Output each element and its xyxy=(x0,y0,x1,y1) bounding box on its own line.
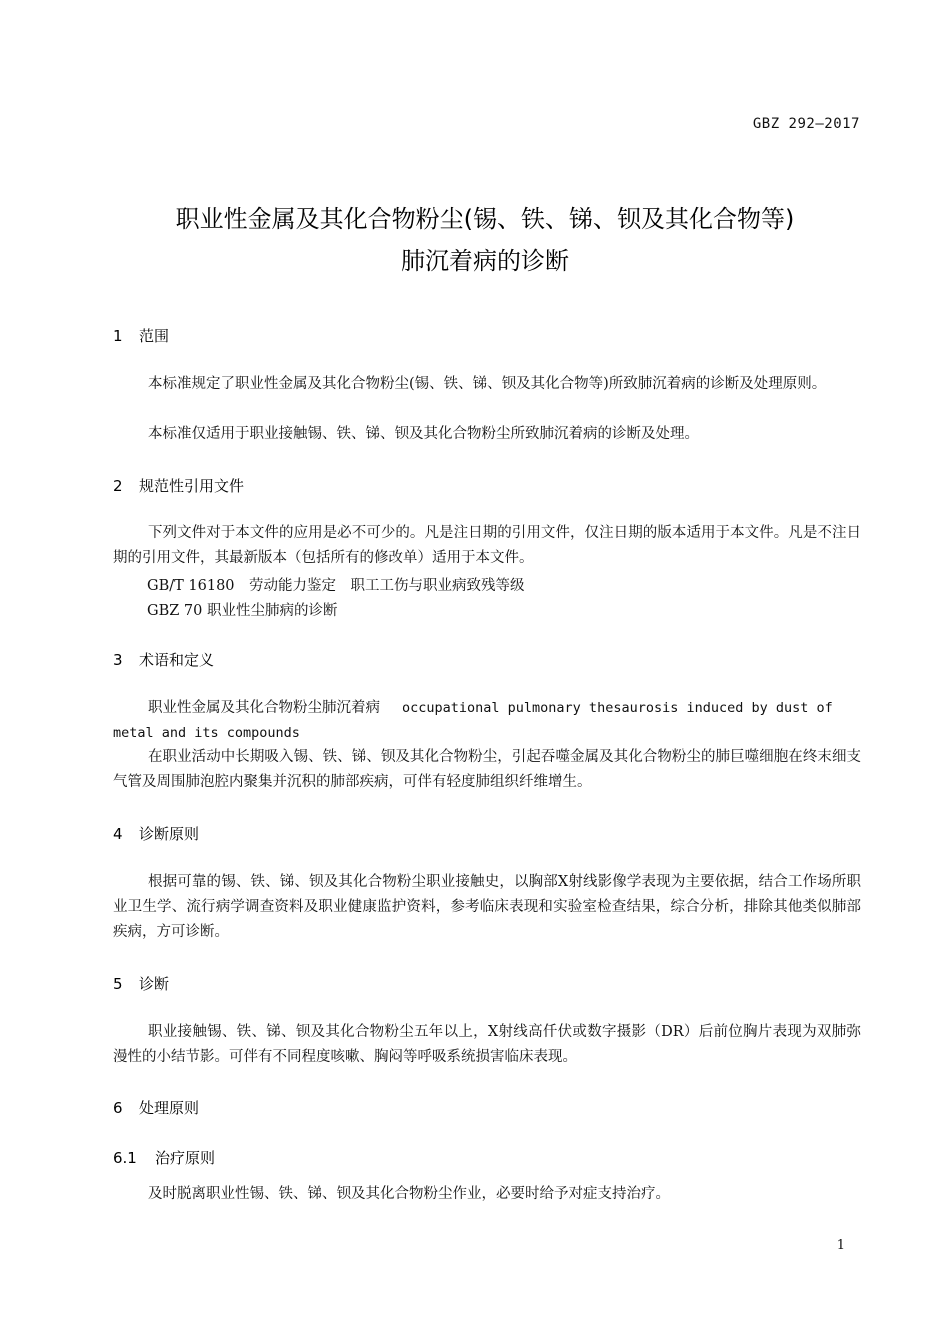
section-1-heading xyxy=(113,325,169,346)
page-number: 1 xyxy=(836,1238,845,1253)
standard-code: GBZ 292—2017 xyxy=(752,116,860,132)
section-5-heading xyxy=(113,973,169,994)
section-6-1-paragraph-1: 及时脱离职业性锡、铁、锑、钡及其化合物粉尘作业，必要时给予对症支持治疗。 xyxy=(148,1186,670,1202)
term-english: occupational pulmonary thesaurosis induced by dust of metal and its compounds xyxy=(113,700,833,741)
term-definition-entry xyxy=(113,696,861,746)
section-4-paragraph-1: 根据可靠的锡、铁、锑、钡及其化合物粉尘职业接触史，以胸部X射线影像学表现为主要依据，结合工作场所职业卫生学、流行病学调查资料及职业健康监护资料，参考临床表现和实验室检查结果，综合分析，排除其他类似肺部疾病，方可诊断。 xyxy=(113,874,861,940)
section-5-paragraph-1: 职业接触锡、铁、锑、钡及其化合物粉尘五年以上，X射线高仟伏或数字摄影（DR）后前位胸片表现为双肺弥漫性的小结节影。可伴有不同程度咳嗽、胸闷等呼吸系统损害临床表现。 xyxy=(113,1024,861,1065)
subsection-number: 6.1 xyxy=(113,1149,137,1167)
section-2-paragraph-1: 下列文件对于本文件的应用是必不可少的。凡是注日期的引用文件，仅注日期的版本适用于本文件。凡是不注日期的引用文件，其最新版本（包括所有的修改单）适用于本文件。 xyxy=(113,525,861,566)
document-title xyxy=(100,198,870,282)
section-title: 术语和定义 xyxy=(139,651,215,669)
section-3-paragraph-1: 在职业活动中长期吸入锡、铁、锑、钡及其化合物粉尘，引起吞噬金属及其化合物粉尘的肺巨噬细胞在终末细支气管及周围肺泡腔内聚集并沉积的肺部疾病，可伴有轻度肺组织纤维增生。 xyxy=(113,749,861,790)
section-number: 5 xyxy=(113,975,123,993)
reference-item: GB/T 16180 劳动能力鉴定 职工工伤与职业病致残等级 xyxy=(147,578,525,594)
section-number: 2 xyxy=(113,477,123,495)
section-title: 诊断原则 xyxy=(139,825,200,843)
section-title: 范围 xyxy=(139,327,170,345)
section-1-paragraph-2: 本标准仅适用于职业接触锡、铁、锑、钡及其化合物粉尘所致肺沉着病的诊断及处理。 xyxy=(148,426,699,442)
section-title: 处理原则 xyxy=(139,1099,200,1117)
section-6-1-heading xyxy=(113,1147,215,1168)
section-3-heading xyxy=(113,649,214,670)
section-1-paragraph-1: 本标准规定了职业性金属及其化合物粉尘(锡、铁、锑、钡及其化合物等)所致肺沉着病的诊断及处理原则。 xyxy=(148,376,827,392)
subsection-title: 治疗原则 xyxy=(155,1149,216,1167)
term-chinese: 职业性金属及其化合物粉尘肺沉着病 xyxy=(148,700,380,716)
section-number: 1 xyxy=(113,327,123,345)
section-2-heading xyxy=(113,475,244,496)
section-number: 3 xyxy=(113,651,123,669)
title-line-2: 肺沉着病的诊断 xyxy=(401,247,569,275)
section-title: 规范性引用文件 xyxy=(139,477,245,495)
section-title: 诊断 xyxy=(139,975,170,993)
section-number: 6 xyxy=(113,1099,123,1117)
section-4-heading xyxy=(113,823,199,844)
section-number: 4 xyxy=(113,825,123,843)
title-line-1: 职业性金属及其化合物粉尘(锡、铁、锑、钡及其化合物等) xyxy=(175,205,795,233)
section-6-heading xyxy=(113,1097,199,1118)
reference-item: GBZ 70 职业性尘肺病的诊断 xyxy=(147,603,338,619)
